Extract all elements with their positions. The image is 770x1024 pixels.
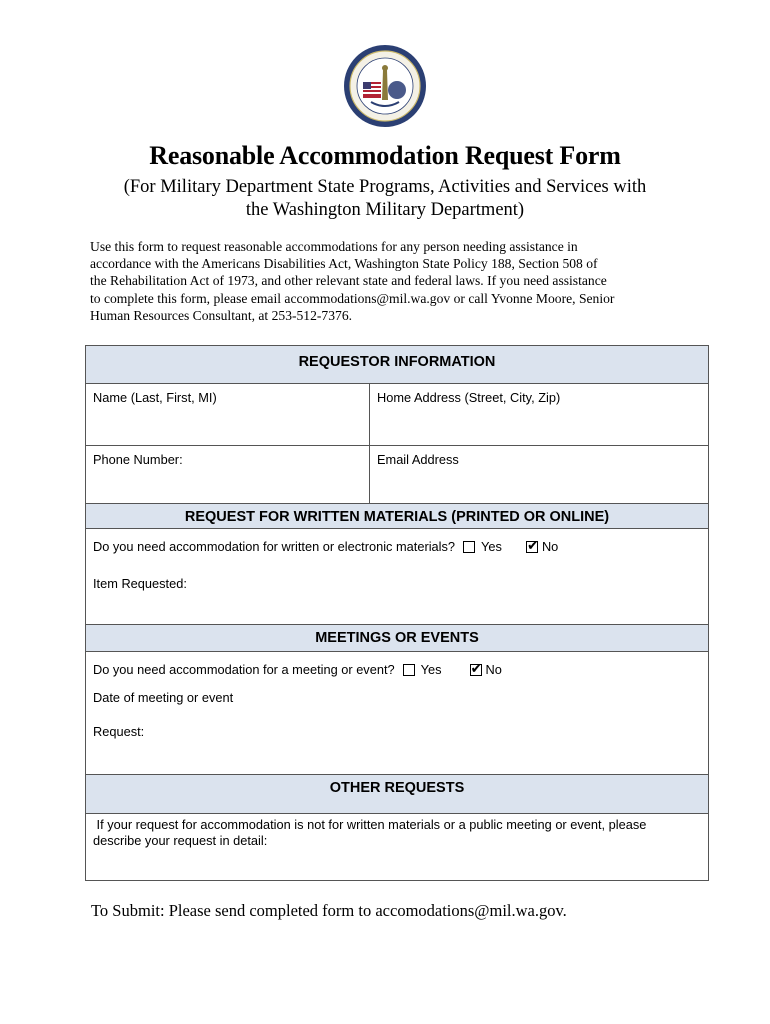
subtitle-line-2: the Washington Military Department) xyxy=(245,200,525,220)
intro-line-3: the Rehabilitation Act of 1973, and other relevant state and federal laws. If you need assistance xyxy=(90,273,607,289)
intro-line-4: to complete this form, please email accommodations@mil.wa.gov or call Yvonne Moore, Senior xyxy=(90,290,615,306)
intro-line-5: Human Resources Consultant, at 253-512-7376. xyxy=(90,307,353,323)
subtitle-line-1: (For Military Department State Programs, Activities and Services with xyxy=(123,177,647,197)
written-yes-label: Yes xyxy=(481,539,502,554)
written-materials-question-row xyxy=(93,539,558,554)
submit-instructions: To Submit: Please send completed form to accomodations@mil.wa.gov. xyxy=(91,901,567,920)
meeting-date-field[interactable] xyxy=(93,690,693,705)
item-requested-label: Item Requested: xyxy=(93,576,187,591)
written-no-checkbox[interactable] xyxy=(526,541,538,553)
meeting-request-field[interactable] xyxy=(93,724,693,768)
email-address-field[interactable] xyxy=(370,446,708,503)
request-form-table xyxy=(85,345,709,881)
column-divider xyxy=(369,384,370,503)
intro-paragraph xyxy=(90,238,690,324)
meetings-no-label: No xyxy=(485,662,502,677)
meeting-request-label: Request: xyxy=(93,724,145,739)
intro-line-2: accordance with the Americans Disabilities Act, Washington State Policy 188, Section 508 of xyxy=(90,256,598,272)
meetings-question-row xyxy=(93,662,502,677)
written-materials-heading: REQUEST FOR WRITTEN MATERIALS (PRINTED OR ONLINE) xyxy=(86,503,708,529)
other-requests-heading: OTHER REQUESTS xyxy=(86,774,708,814)
meetings-no-checkbox[interactable] xyxy=(470,664,482,676)
name-field[interactable] xyxy=(86,384,369,445)
meetings-yes-checkbox[interactable] xyxy=(403,664,415,676)
other-requests-line-1: If your request for accommodation is not for written materials or a public meeting or event, please xyxy=(93,817,647,832)
other-requests-line-2: describe your request in detail: xyxy=(93,833,268,848)
intro-line-1: Use this form to request reasonable accommodations for any person needing assistance in xyxy=(90,239,578,254)
written-yes-checkbox[interactable] xyxy=(463,541,475,553)
meetings-yes-label: Yes xyxy=(420,662,442,677)
requestor-information-heading: REQUESTOR INFORMATION xyxy=(86,346,708,384)
name-label: Name (Last, First, MI) xyxy=(93,390,217,405)
written-materials-question: Do you need accommodation for written or electronic materials? xyxy=(93,539,456,554)
form-subtitle xyxy=(80,176,690,222)
meetings-events-heading: MEETINGS OR EVENTS xyxy=(86,624,708,652)
home-address-field[interactable] xyxy=(370,384,708,445)
phone-number-field[interactable] xyxy=(86,446,369,503)
email-address-label: Email Address xyxy=(377,452,459,467)
phone-number-label: Phone Number: xyxy=(93,452,183,467)
meeting-date-label: Date of meeting or event xyxy=(93,690,234,705)
home-address-label: Home Address (Street, City, Zip) xyxy=(377,390,561,405)
washington-military-department-seal xyxy=(343,44,427,128)
meetings-question: Do you need accommodation for a meeting or event? xyxy=(93,662,395,677)
written-no-label: No xyxy=(541,539,559,554)
item-requested-field[interactable] xyxy=(93,576,693,616)
other-requests-field[interactable] xyxy=(93,817,703,849)
form-title: Reasonable Accommodation Request Form xyxy=(149,141,621,170)
